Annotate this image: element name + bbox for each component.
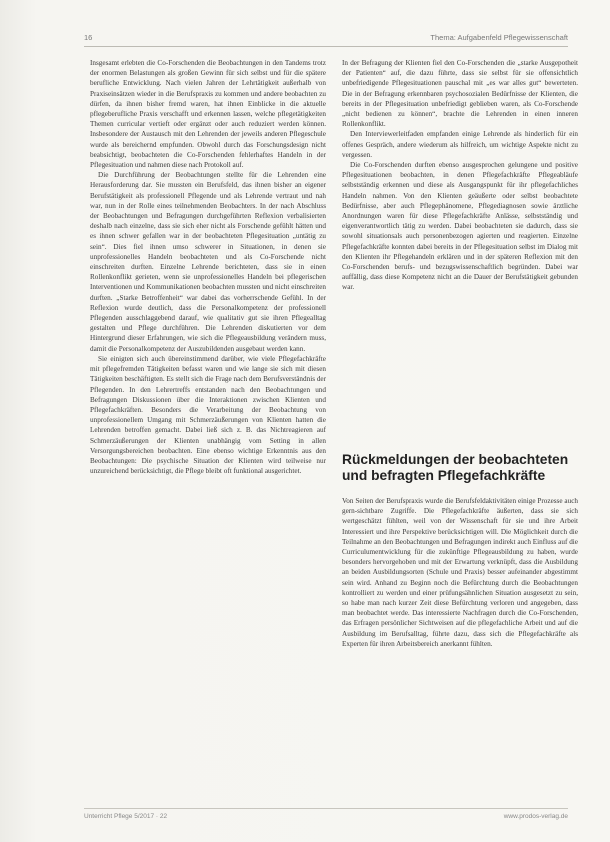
left-column [90,58,326,764]
running-footer [84,808,568,820]
paragraph: Den Interviewerleitfaden empfanden einige Lehrende als hinderlich für ein offenes Gespräch, andere wiederum als hilfreich, um wichtige Aspekte nicht zu vergessen. [342,130,578,159]
right-column-upper [342,58,578,426]
paragraph: Sie einigten sich auch übereinstimmend darüber, wie viele Pflegefachkräfte mit pflegefremden Tätigkeiten befasst waren und wie lange sie sich mit diesen Tätigkeiten beschäftigten. Es stellt sich die Frage nach dem Berufsverständnis der Pflegenden. In den Lehrertreffs entstanden nach den Beobachtungen und Befragungen Diskussionen über die Interaktionen zwischen Klienten und Pflegefachkräften. Besonders die Verarbeitung der Beobachtung von unprofessionellem Umgang mit Schmerzäußerungen von Klienten hatten die Lehrenden betroffen gemacht. Dabei ließ sich z. B. das Nichtreagieren auf Schmerzäußerungen der Klienten unabhängig vom Setting in allen Versorgungsbereichen beobachten. Eine ebenso wichtige Erkenntnis aus den Beobachtungen: Die psychische Situation der Klienten wird teilweise nur unzureichend berücksichtigt, die Pflege bleibt oft funktional ausgerichtet. [90,354,326,476]
running-header [84,32,568,47]
section-title: Thema: Aufgabenfeld Pflegewissenschaft [430,33,568,42]
section-heading: Rückmeldungen der beobachteten und befragten Pflegefachkräfte [342,452,569,483]
footer-url: www.prodos-verlag.de [503,813,568,820]
right-column-lower [342,496,578,764]
paragraph: Die Durchführung der Beobachtungen stellte für die Lehrenden eine Herausforderung dar. Sie mussten ein Berufsfeld, das ihnen bisher an eigener Berufstätigkeit als professionell Pflegende und als Lehrende vertraut und nah war, nun in der Rolle eines teilnehmenden Beobachters. In der nach Abschluss der Beobachtungen und Befragungen durchgeführten Reflexion verbalisierten deshalb nach einzelne, dass sie sich eher nicht als Forschende gefühlt hätten und es ihnen schwer gefallen war in der beobachteten Pflegesituation „untätig zu sein“. Dies fiel ihnen umso schwerer in Situationen, in denen sie unprofessionelles Handeln beobachteten und als Co-Forschende nicht einschreiten durften. Einzelne Lehrende berichteten, dass sie in einen Rollenkonflikt gerieten, wenn sie unprofessionelles Handeln bei pflegerischen Interventionen und Kommunikationen beobachten mussten und nicht einschreiten durften. „Starke Betroffenheit“ war dabei das vorherrschende Gefühl. In der Reflexion wurde deutlich, dass die Personalkompetenz der professionell Pflegenden ausschlaggebend darauf, wie qualitativ gut sie ihren Pflegealltag gestalten und Pflege durchführen. Die Lehrenden diskutierten vor dem Hintergrund dieser Erfahrungen, wie sich die Pflegeausbildung verändern muss, damit die Personalkompetenz der Auszubildenden ausgebaut werden kann. [90,171,326,353]
right-column [342,58,578,764]
paragraph: Insgesamt erlebten die Co-Forschenden die Beobachtungen in den Tandems trotz der enormen Belastungen als großen Gewinn für sich selbst und für die spätere berufliche Entwicklung. Nach vielen Jahren der Lehrtätigkeit außerhalb von Praxiseinsätzen wieder in die Berufspraxis zu kommen und andere beobachten zu dürfen, da ihnen bisher fremd waren, hat ihnen Einblicke in die aktuelle pflegeberufliche Praxis verschafft und erkennen lassen, welche pflegetätigkeiten Themen curricular vertieft oder ergänzt oder auch reduziert werden können. Insbesondere der Austausch mit den Lehrenden der jeweils anderen Pflegeschule wurde als bereichernd empfunden. Obwohl durch das Forschungsdesign nicht beabsichtigt, beobachteten die Co-Forschenden fehlerhaftes Handeln in der Pflegesituation und nahmen diese nach Protokoll auf. [90,59,326,170]
page-number: 16 [84,33,93,42]
paragraph: Von Seiten der Berufspraxis wurde die Berufsfeldaktivitäten einige Prozesse auch gern-sichtbare Zugriffe. Die Pflegefachkräfte äußerten, dass sie sich wertgeschätzt fühlten, weil von der Wissenschaft für sie und ihre Arbeit Interessiert und ihre Perspektive berücksichtigen will. Die Möglichkeit durch die Teilnahme an den Beobachtungen und Befragungen indirekt auch Einfluss auf die Curriculumentwicklung für die zukünftige Pflegeausbildung zu haben, wurde besonders hervorgehoben und mit der Erwartung verknüpft, dass die Ausbildung an beiden Ausbildungsorten (Schule und Praxis) besser aufeinander abgestimmt sein wird. Anhand zu Beginn noch die Befürchtung durch die Beobachtungen kontrolliert zu werden und einer prüfungsähnlichen Situation ausgesetzt zu sein, so habe man nach kurzer Zeit diese Befürchtung verloren und angegeben, dass man beobachtet werde. Das interessierte Nachfragen durch die Co-Forschenden, das Erfragen persönlicher Sichtweisen auf die pflegefachliche Arbeit und auf die Ausbildung im Berufsalltag, führte dazu, dass sich die Pflegefachkräfte als Experten für ihren Arbeitsbereich anerkannt fühlten. [342,497,578,648]
paragraph: In der Befragung der Klienten fiel den Co-Forschenden die „starke Ausgepotheit der Patienten“ auf, die dazu führte, dass sie selbst für sie offensichtlich unbefriedigende Pflegesituationen pauschal mit „es war alles gut“ bewerteten. Die in der Befragung erkennbaren psychosozialen Bedürfnisse der Klienten, die bereits in der Pflegesituation unbefriedigt geblieben waren, als Co-Forschende „nicht bedienen zu können“, brachte die Lehrenden in einen inneren Rollenkonflikt. [342,59,578,129]
paragraph: Die Co-Forschenden durften ebenso ausgesprochen gelungene und positive Pflegesituationen beobachten, in denen Pflegefachkräfte Pflegeabläufe selbstständig erkennen und diese als Ausgangspunkt für ihr pflegefachliches Handeln nahmen. Von den Klienten geäußerte oder selbst beobachtete Bedürfnisse, aber auch Pflegephänomene, Pflegediagnosen sowie ärztliche Anordnungen waren für diese Pflegefachkräfte Anlässe, selbstständig und eigenverantwortlich tätig zu werden. Dabei beobachteten sie dadurch, dass sie sowohl situationsals auch personenbezogen agierten und reagierten. Einzelne Pflegefachkräfte konnten dabei bereits in der Pflegesituation selbst im Dialog mit den Klienten ihr Pflegehandeln erklären und in der späteren Reflexion mit den Co-Forschenden berufs- und bezugswissenschaftlich begründen. Dabei war auffällig, dass diese Kompetenz nicht an die Dauer der Berufstätigkeit gebunden war. [342,161,578,292]
footer-journal: Unterricht Pflege 5/2017 · 22 [84,813,168,820]
